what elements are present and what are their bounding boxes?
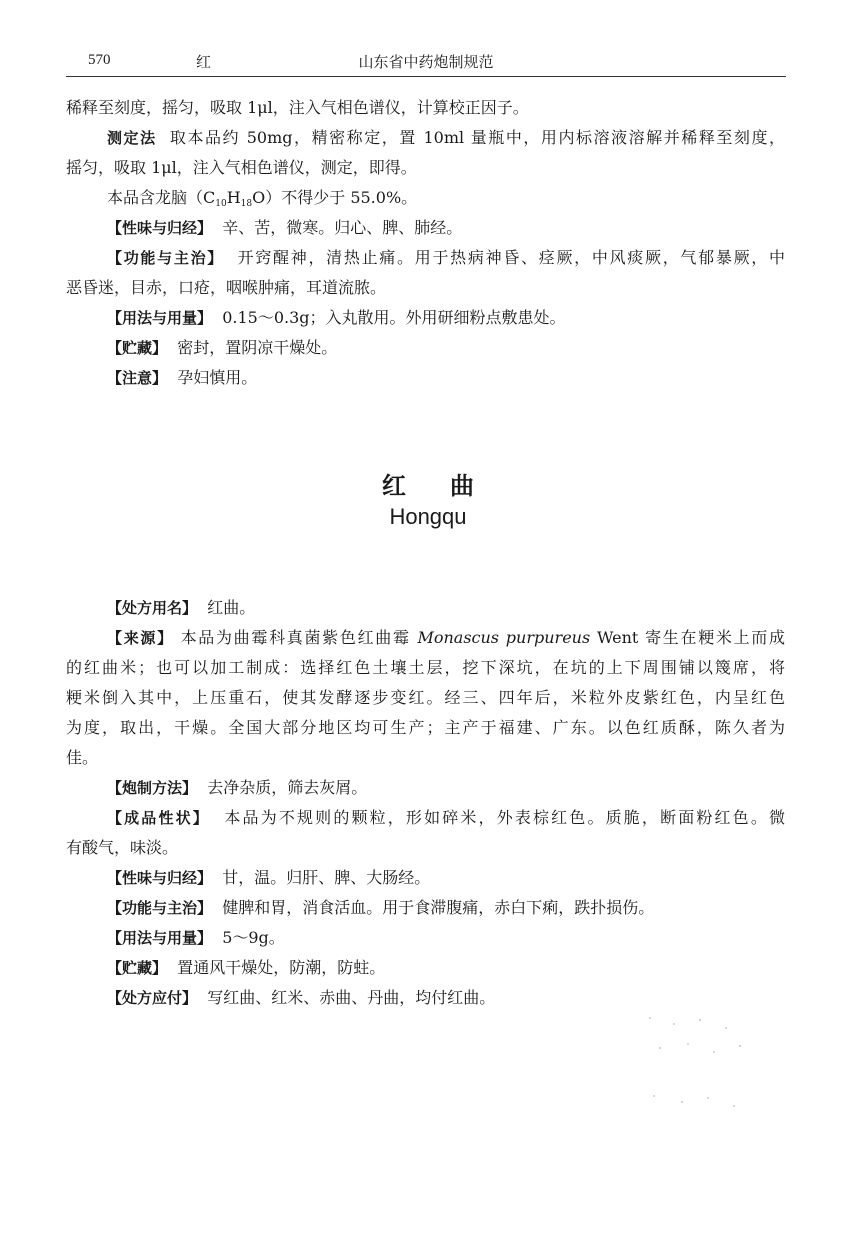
prev-taste-label: 【性味与归经】 [107, 219, 213, 237]
storage-label: 【贮藏】 [107, 959, 168, 977]
prev-storage-label: 【贮藏】 [107, 339, 168, 357]
rx-name-text: 红曲。 [207, 598, 256, 617]
taste-label: 【性味与归经】 [107, 869, 213, 887]
taste-text: 甘，温。归肝、脾、大肠经。 [222, 868, 431, 887]
dispense-row [107, 988, 495, 1008]
storage-row [107, 958, 385, 978]
latin-name: Monascus purpureus [417, 628, 591, 647]
source-line-3: 粳米倒入其中，上压重石，使其发酵逐步变红。经三、四年后，米粒外皮紫红色，内呈红色 [66, 688, 785, 707]
dispense-text: 写红曲、红米、赤曲、丹曲，均付红曲。 [207, 988, 496, 1007]
content-requirement: 本品含龙脑$(C_{10}H_{18}O)$不得少于 55.0%。 [107, 188, 418, 209]
assay-line-2: 摇匀，吸取 1μl，注入气相色谱仪，测定，即得。 [66, 158, 417, 177]
source-line-2: 的红曲米；也可以加工制成：选择红色土壤土层，挖下深坑，在坑的上下周围铺以篾席，将 [66, 658, 785, 677]
source-line-1: 【来源】 本品为曲霉科真菌紫色红曲霉 Monascus purpureus Went 寄生在粳米上而成 [107, 628, 785, 647]
assay-text-1: 取本品约 50mg，精密称定，置 10ml 量瓶中，用内标溶液溶解并稀释至刻度， [169, 128, 785, 147]
prev-storage-text: 密封，置阴凉干燥处。 [177, 338, 338, 357]
prev-caution-text: 孕妇慎用。 [177, 368, 258, 387]
usage-label: 【用法与用量】 [107, 929, 213, 947]
processing-label: 【炮制方法】 [107, 779, 198, 797]
section-char: 红 [196, 53, 212, 71]
product-row [107, 808, 785, 828]
source-label: 【来源】 [107, 629, 174, 647]
prev-function-text-1: 开窍醒神，清热止痛。用于热病神昏、痉厥，中风痰厥，气郁暴厥，中 [237, 248, 785, 267]
rx-name-label: 【处方用名】 [107, 599, 198, 617]
dispense-label: 【处方应付】 [107, 989, 198, 1007]
product-line-2: 有酸气，味淡。 [66, 838, 179, 857]
function-row [107, 898, 654, 918]
scan-noise [630, 1010, 770, 1130]
prev-storage-row [107, 338, 337, 358]
prev-line-1: 稀释至刻度，摇匀，吸取 1μl，注入气相色谱仪，计算校正因子。 [66, 98, 529, 117]
rx-name-row [107, 598, 255, 618]
prev-function-row [107, 248, 785, 268]
prev-usage-label: 【用法与用量】 [107, 309, 213, 327]
entry-title-chinese: 红曲 [382, 472, 518, 500]
prev-function-line-2: 恶昏迷，目赤，口疮，咽喉肿痛，耳道流脓。 [66, 278, 387, 297]
assay-line-1 [107, 128, 785, 148]
prev-caution-label: 【注意】 [107, 369, 168, 387]
prev-usage-text: 0.15～0.3g；入丸散用。外用研细粉点敷患处。 [222, 308, 566, 327]
assay-label: 测定法 [107, 129, 157, 147]
usage-row [107, 928, 285, 948]
storage-text: 置通风干燥处，防潮，防蛀。 [177, 958, 386, 977]
function-label: 【功能与主治】 [107, 899, 213, 917]
page-header [66, 50, 786, 77]
entry-title-pinyin: Hongqu [389, 504, 467, 529]
page-number: 570 [88, 52, 111, 68]
prev-caution-row [107, 368, 257, 388]
processing-row [107, 778, 367, 798]
prev-function-label: 【功能与主治】 [107, 249, 224, 267]
prev-usage-row [107, 308, 566, 328]
product-label: 【成品性状】 [107, 809, 210, 827]
prev-taste-text: 辛、苦，微寒。归心、脾、肺经。 [222, 218, 463, 237]
source-line-5: 佳。 [66, 748, 99, 767]
processing-text: 去净杂质，筛去灰屑。 [207, 778, 368, 797]
product-text-1: 本品为不规则的颗粒，形如碎米，外表棕红色。质脆，断面粉红色。微 [224, 808, 785, 827]
usage-text: 5～9g。 [222, 928, 285, 947]
prev-taste-row [107, 218, 462, 238]
book-title: 山东省中药炮制规范 [358, 53, 494, 71]
source-line-4: 为度，取出，干燥。全国大部分地区均可生产；主产于福建、广东。以色红质酥，陈久者为 [66, 718, 785, 737]
function-text: 健脾和胃，消食活血。用于食滞腹痛，赤白下痢，跌扑损伤。 [222, 898, 655, 917]
taste-row [107, 868, 430, 888]
